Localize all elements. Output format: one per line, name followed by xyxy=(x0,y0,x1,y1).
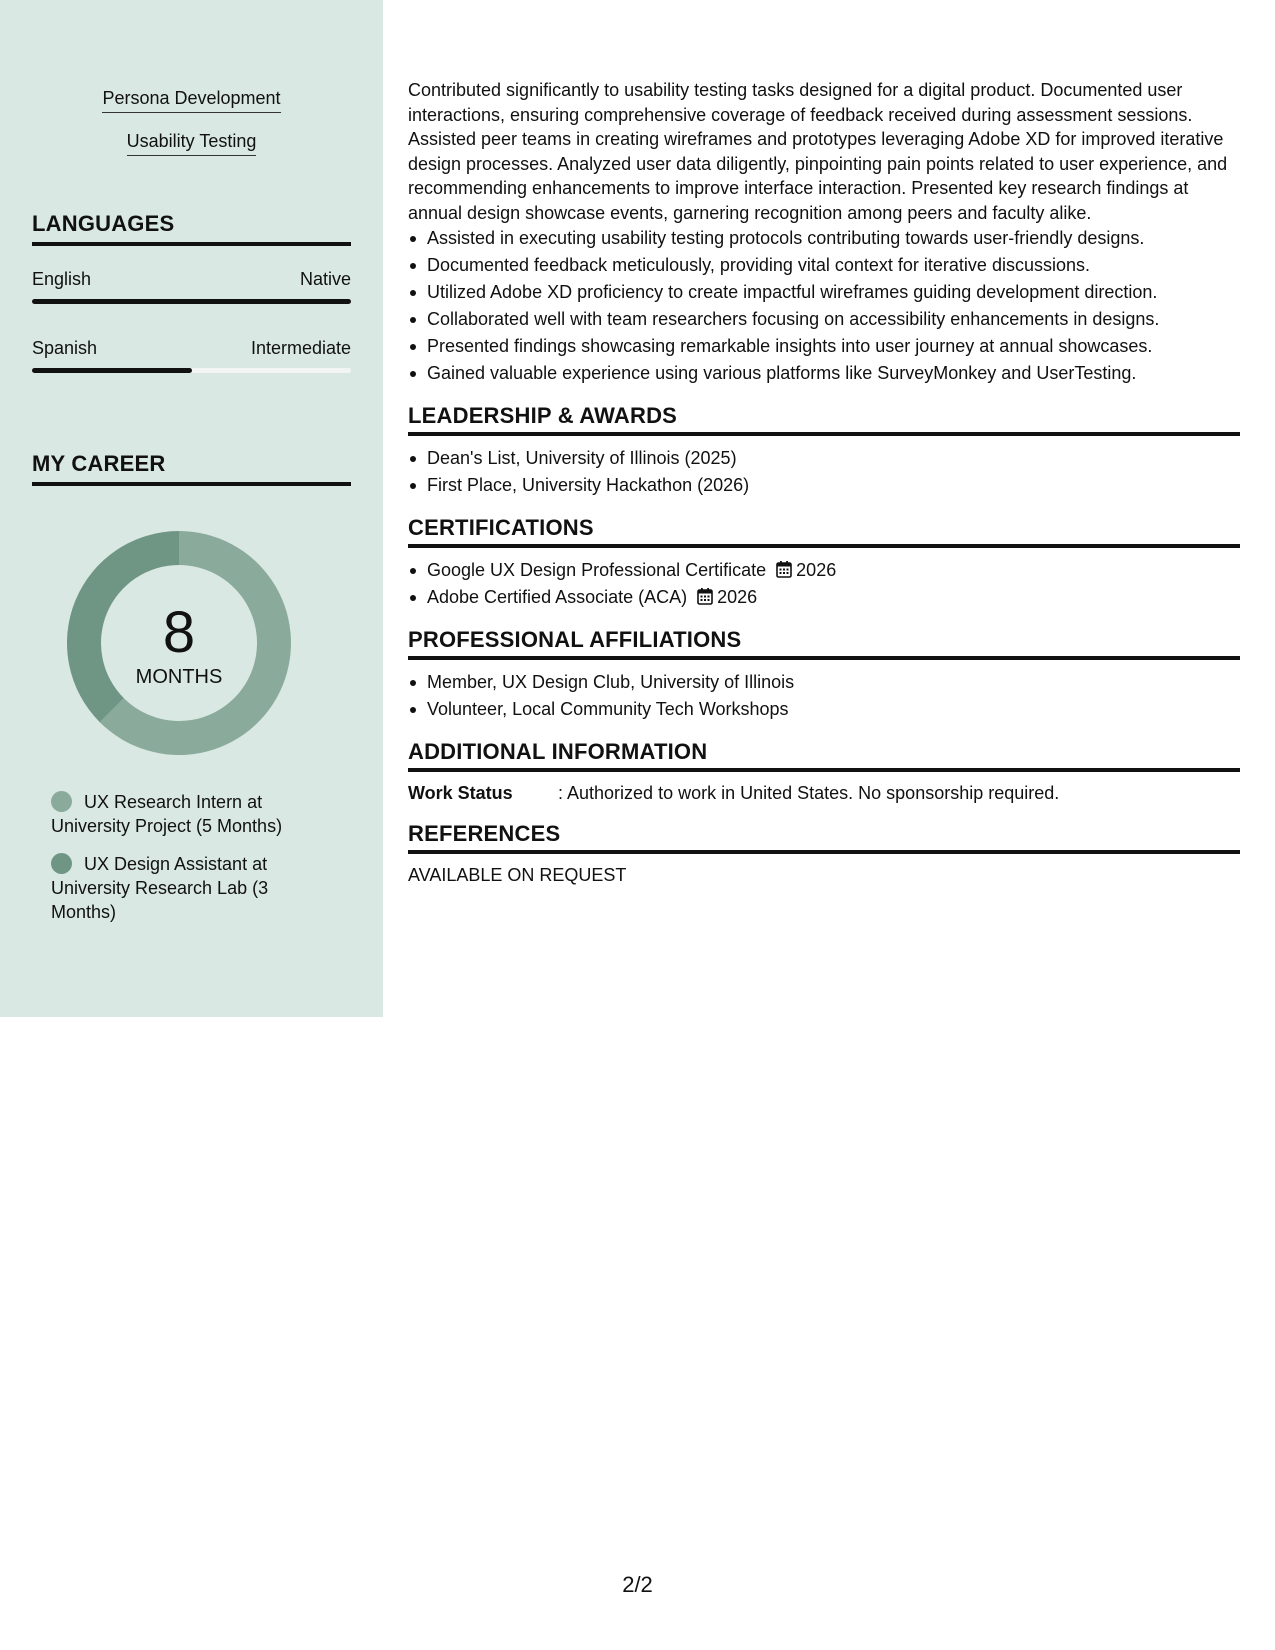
calendar-icon xyxy=(776,560,792,578)
work-status-label: Work Status xyxy=(408,783,513,803)
experience-summary: Contributed significantly to usability testing tasks designed for a digital product. Documented user interactions, ensuring comprehensive coverage of feedback received during assessment sessions. Assisted peer teams in creating wireframes and prototypes leveraging Adobe XD for improved iterative design processes. Analyzed user data diligently, pinpointing pain points related to user experience, and recommending enhancements to improve interface interaction. Presented key research findings at annual design showcase events, garnering recognition among peers and faculty alike. xyxy=(408,80,1228,223)
experience-bullet: Assisted in executing usability testing protocols contributing towards user-friendly designs. xyxy=(408,225,1240,252)
certification-year: 2026 xyxy=(717,587,758,607)
language-row xyxy=(32,268,351,290)
certification-item xyxy=(408,584,1240,611)
career-donut-center xyxy=(66,530,292,756)
affiliation-item: Member, UX Design Club, University of Illinois xyxy=(408,669,1240,696)
language-row xyxy=(32,337,351,359)
certification-item xyxy=(408,557,1240,584)
career-legend-item xyxy=(51,790,311,838)
language-level: Intermediate xyxy=(250,338,351,358)
language-name: Spanish xyxy=(32,338,98,358)
experience-bullet: Utilized Adobe XD proficiency to create impactful wireframes guiding development direction. xyxy=(408,279,1240,306)
career-total-unit: MONTHS xyxy=(135,666,223,688)
awards-heading: LEADERSHIP & AWARDS xyxy=(408,403,1240,436)
affiliations-heading: PROFESSIONAL AFFILIATIONS xyxy=(408,627,1240,660)
experience-bullet: Gained valuable experience using various platforms like SurveyMonkey and UserTesting. xyxy=(408,360,1240,387)
career-legend-label: UX Design Assistant at University Research Lab (3 Months) xyxy=(51,854,269,922)
career-heading: MY CAREER xyxy=(32,451,351,486)
career-legend xyxy=(51,790,311,938)
work-status-row xyxy=(408,781,1240,805)
language-proficiency-bar xyxy=(32,299,351,304)
experience-bullet: Collaborated well with team researchers focusing on accessibility enhancements in designs. xyxy=(408,306,1240,333)
affiliation-item: Volunteer, Local Community Tech Workshops xyxy=(408,696,1240,723)
awards-list xyxy=(408,445,1240,499)
experience-bullet: Presented findings showcasing remarkable insights into user journey at annual showcases. xyxy=(408,333,1240,360)
career-legend-label: UX Research Intern at University Project (5 Months) xyxy=(51,792,283,836)
affiliations-list xyxy=(408,669,1240,723)
experience-bullets xyxy=(408,225,1240,387)
language-proficiency-bar xyxy=(32,368,351,373)
skill-tag: Usability Testing xyxy=(127,129,257,156)
references-heading: REFERENCES xyxy=(408,821,1240,854)
language-level: Native xyxy=(299,269,351,289)
sidebar xyxy=(0,0,383,1017)
skill-tags xyxy=(32,86,351,172)
career-total-months: 8 xyxy=(162,600,196,665)
career-legend-item xyxy=(51,852,311,924)
calendar-icon xyxy=(697,587,713,605)
certification-year: 2026 xyxy=(796,560,837,580)
references-text: AVAILABLE ON REQUEST xyxy=(408,865,627,885)
experience-bullet: Documented feedback meticulously, providing vital context for iterative discussions. xyxy=(408,252,1240,279)
legend-dot-icon xyxy=(51,791,72,812)
certifications-heading: CERTIFICATIONS xyxy=(408,515,1240,548)
languages-heading: LANGUAGES xyxy=(32,211,351,246)
certification-name: Google UX Design Professional Certificate xyxy=(427,560,767,580)
language-proficiency-fill xyxy=(32,368,192,373)
page-number: 2/2 xyxy=(622,1572,653,1597)
language-name: English xyxy=(32,269,92,289)
language-proficiency-fill xyxy=(32,299,351,304)
skill-tag: Persona Development xyxy=(102,86,280,113)
additional-info-heading: ADDITIONAL INFORMATION xyxy=(408,739,1240,772)
award-item: Dean's List, University of Illinois (2025) xyxy=(408,445,1240,472)
certifications-list xyxy=(408,557,1240,611)
award-item: First Place, University Hackathon (2026) xyxy=(408,472,1240,499)
legend-dot-icon xyxy=(51,853,72,874)
main-column xyxy=(408,78,1240,887)
certification-name: Adobe Certified Associate (ACA) xyxy=(427,587,688,607)
work-status-value: : Authorized to work in United States. No sponsorship required. xyxy=(558,783,1060,803)
